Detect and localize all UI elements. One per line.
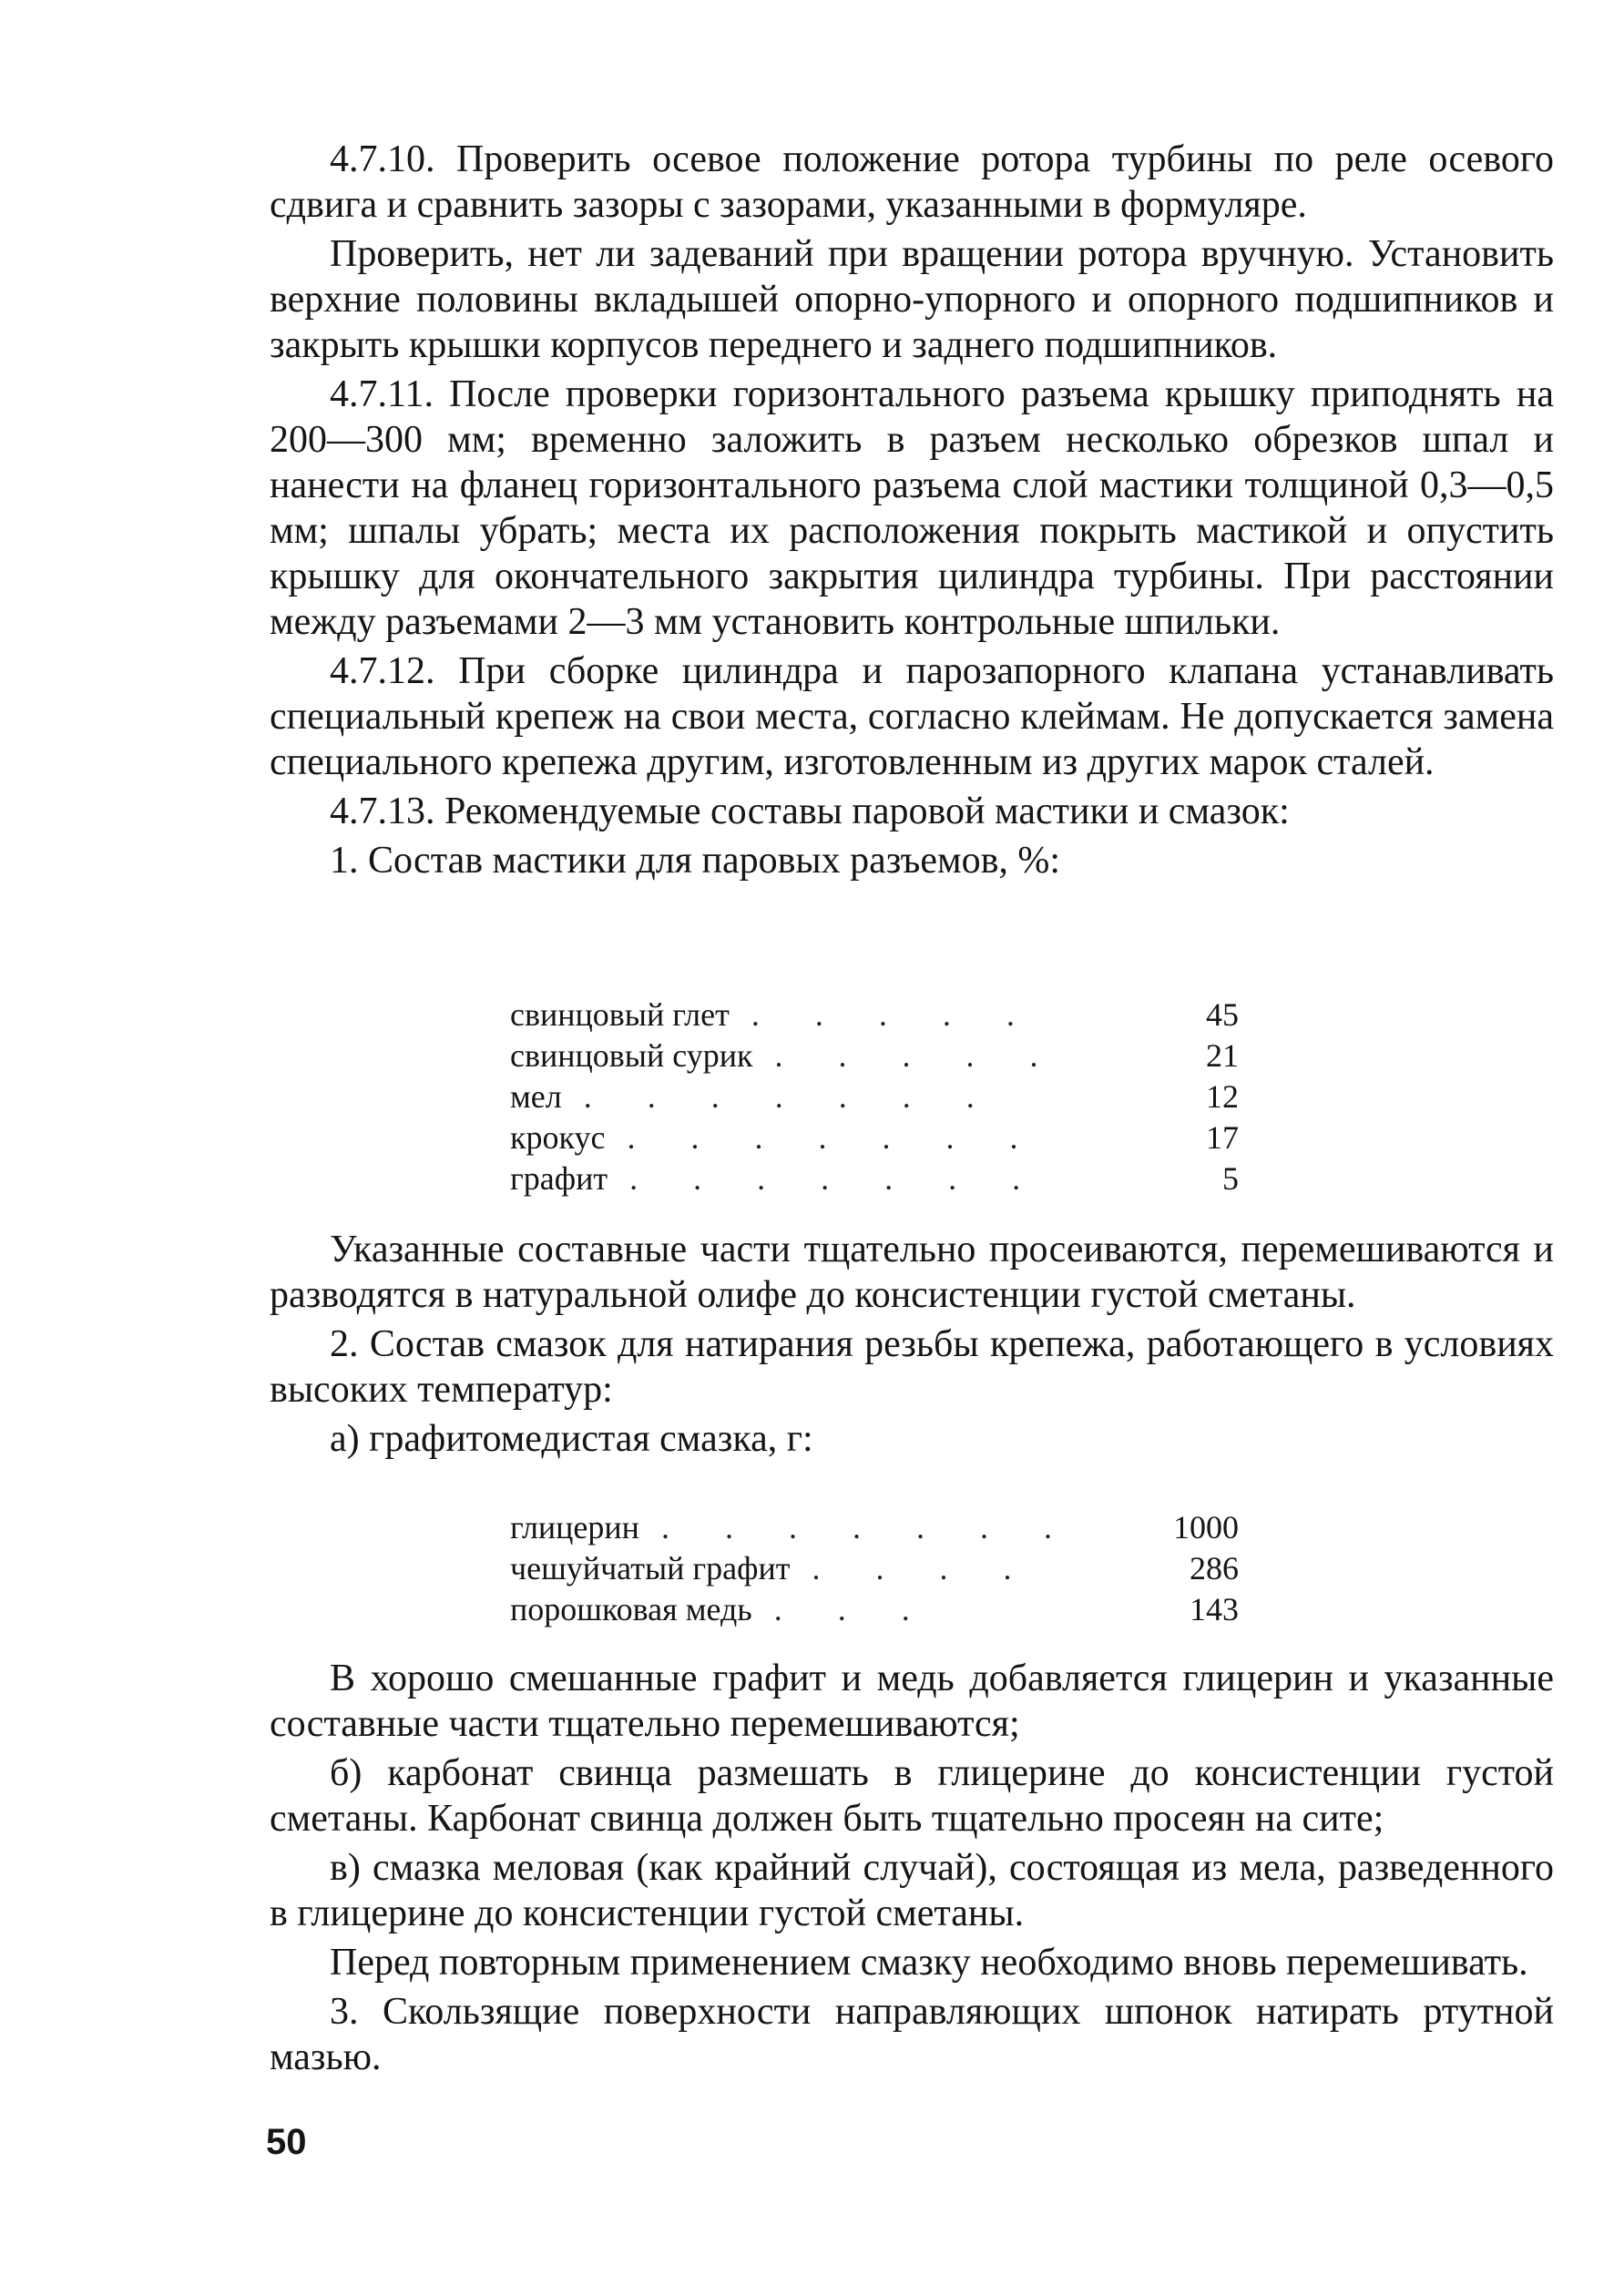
ingredient-name: мел <box>510 1078 562 1115</box>
dot-leader: . . . . . . . <box>627 1119 1042 1156</box>
ingredient-value: 143 <box>1190 1591 1239 1627</box>
table-row <box>510 995 1239 1035</box>
page-number: 50 <box>266 2122 307 2162</box>
top-text-block <box>270 137 1554 887</box>
dot-leader: . . . . . <box>774 1037 1062 1074</box>
paragraph-graphite-copper-grease: а) графитомедистая смазка, г: <box>330 1418 813 1460</box>
paragraph-rotor-check: Проверить, нет ли задеваний при вращении ротора вручную. Установить верхние половины вкладышей опорно-упорного и опорного подшипников и закрыть крышки корпусов переднего и заднего подшипников. <box>270 233 1554 366</box>
dot-leader: . . . . . . . <box>583 1078 998 1115</box>
paragraph-chalk-grease: в) смазка меловая (как крайний случай), состоящая из мела, разведенного в глицерине до консистенции густой сметаны. <box>270 1847 1554 1934</box>
ingredient-value: 45 <box>1206 996 1239 1033</box>
ingredient-value: 17 <box>1206 1119 1239 1156</box>
paragraph-mastic-composition: 1. Состав мастики для паровых разъемов, %: <box>330 840 1061 882</box>
ingredient-value: 12 <box>1206 1078 1239 1115</box>
paragraph-lead-carbonate: б) карбонат свинца размешать в глицерине до консистенции густой сметаны. Карбонат свинца должен быть тщательно просеян на сите; <box>270 1752 1554 1840</box>
ingredient-value: 286 <box>1190 1550 1239 1586</box>
table-row <box>510 1589 1239 1630</box>
dot-leader: . . . <box>773 1591 934 1627</box>
paragraph-mixing-instructions: Указанные составные части тщательно просеиваются, перемешиваются и разводятся в натуральной олифе до консистенции густой сметаны. <box>270 1229 1554 1316</box>
middle-text-block <box>270 1227 1554 1465</box>
paragraph-4-7-11: 4.7.11. После проверки горизонтального разъема крышку приподнять на 200—300 мм; временно заложить в разъем несколько обрезков шпал и нанести на фланец горизонтального разъема слой мастики толщиной 0,3—0,5 мм; шпалы убрать; места их расположения покрыть мастикой и опустить крышку для окончательного закрытия цилиндра турбины. При расстоянии между разъемами 2—3 мм установить контрольные шпильки. <box>270 373 1554 643</box>
bottom-text-block <box>270 1656 1554 2084</box>
table-row <box>510 1117 1239 1158</box>
table-row <box>510 1158 1239 1199</box>
ingredient-name: графит <box>510 1160 608 1197</box>
ingredient-name: свинцовый сурик <box>510 1037 753 1074</box>
ingredient-name: чешуйчатый графит <box>510 1550 791 1586</box>
paragraph-graphite-copper-mixing: В хорошо смешанные графит и медь добавляется глицерин и указанные составные части тщательно перемешиваются; <box>270 1658 1554 1745</box>
grease-composition-table <box>510 1507 1239 1630</box>
table-row <box>510 1548 1239 1589</box>
dot-leader: . . . . . . . <box>660 1509 1076 1546</box>
paragraph-4-7-10: 4.7.10. Проверить осевое положение ротора турбины по реле осевого сдвига и сравнить зазоры с зазорами, указанными в формуляре. <box>270 138 1554 226</box>
ingredient-value: 5 <box>1222 1160 1239 1197</box>
table-row <box>510 1035 1239 1076</box>
table-row <box>510 1507 1239 1548</box>
mastic-composition-table <box>510 995 1239 1199</box>
ingredient-value: 1000 <box>1173 1509 1239 1546</box>
paragraph-sliding-surfaces: 3. Скользящие поверхности направляющих шпонок натирать ртутной мазью. <box>270 1991 1554 2078</box>
dot-leader: . . . . . <box>751 996 1038 1033</box>
paragraph-grease-composition: 2. Состав смазок для натирания резьбы крепежа, работающего в условиях высоких температур: <box>270 1323 1554 1411</box>
paragraph-4-7-13: 4.7.13. Рекомендуемые составы паровой мастики и смазок: <box>330 791 1290 832</box>
ingredient-name: глицерин <box>510 1509 639 1546</box>
dot-leader: . . . . . . . <box>629 1160 1045 1197</box>
paragraph-4-7-12: 4.7.12. При сборке цилиндра и парозапорного клапана устанавливать специальный крепеж на свои места, согласно клеймам. Не допускается замена специального крепежа другим, изготовленным из других марок сталей. <box>270 650 1554 783</box>
ingredient-name: крокус <box>510 1119 606 1156</box>
ingredient-name: порошковая медь <box>510 1591 752 1627</box>
ingredient-name: свинцовый глет <box>510 996 730 1033</box>
table-row <box>510 1076 1239 1117</box>
ingredient-value: 21 <box>1206 1037 1239 1074</box>
dot-leader: . . . . <box>812 1550 1036 1586</box>
paragraph-remix-before-use: Перед повторным применением смазку необходимо вновь перемешивать. <box>330 1942 1528 1984</box>
